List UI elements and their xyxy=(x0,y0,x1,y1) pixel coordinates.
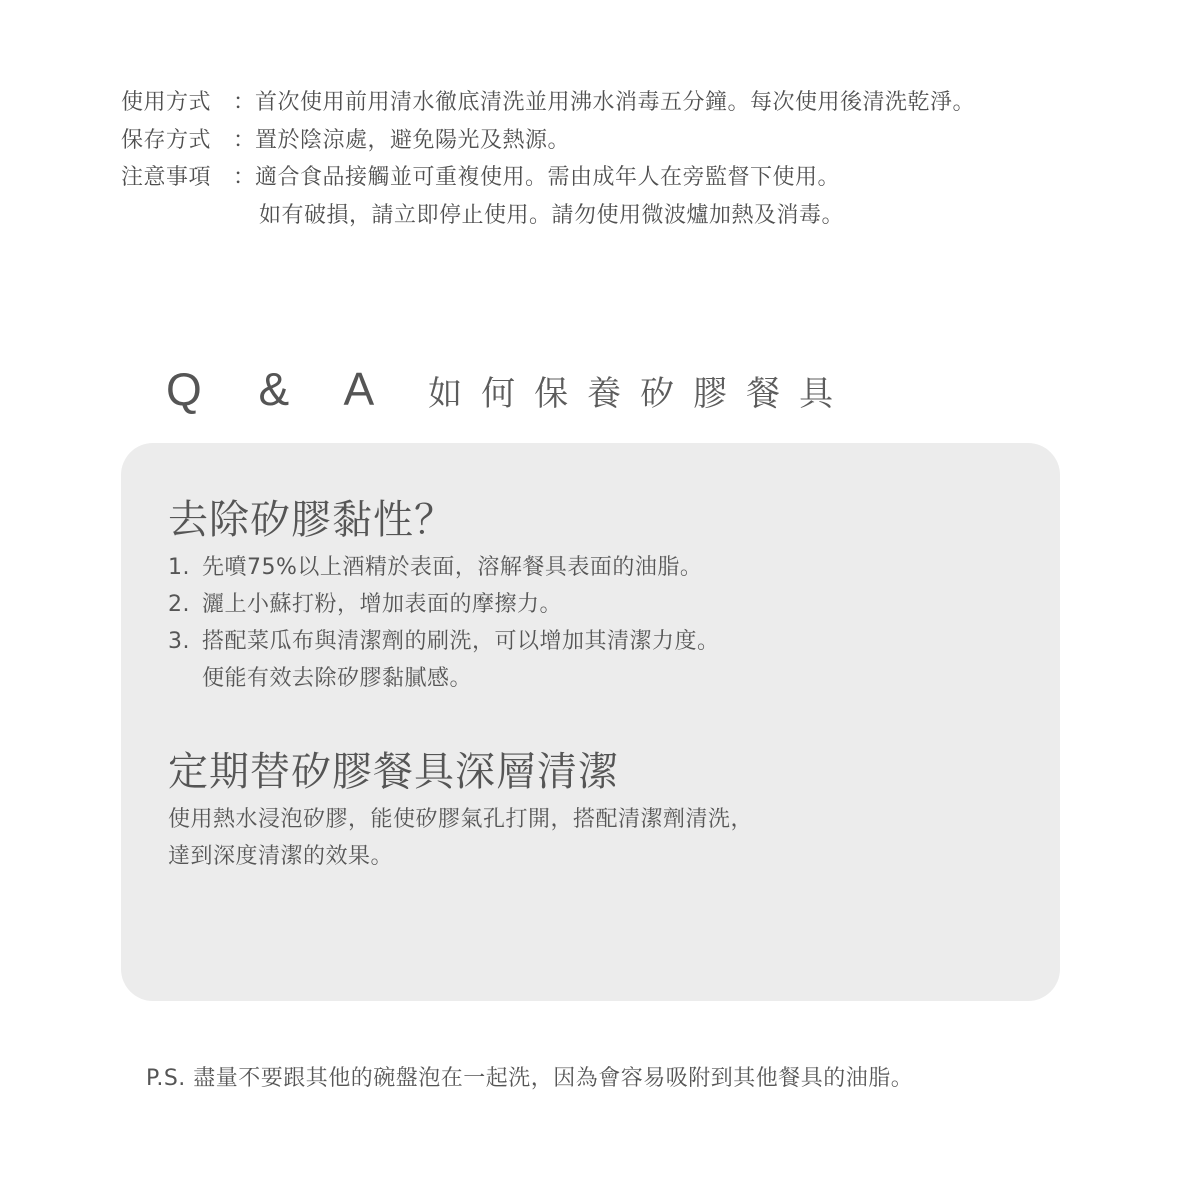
qa-subtitle: 如何保養矽膠餐具 xyxy=(428,374,853,414)
list-item xyxy=(168,623,720,660)
section-paragraph xyxy=(168,801,753,875)
steps-list xyxy=(168,549,720,697)
usage-text: 適合食品接觸並可重複使用。需由成年人在旁監督下使用。 xyxy=(255,165,841,190)
list-item xyxy=(168,586,720,623)
list-continuation: 便能有效去除矽膠黏膩感。 xyxy=(202,666,473,691)
usage-text: 首次使用前用清水徹底清洗並用沸水消毒五分鐘。每次使用後清洗乾淨。 xyxy=(255,90,976,115)
usage-colon: ： xyxy=(233,165,256,190)
usage-text: 置於陰涼處，避免陽光及熱源。 xyxy=(255,127,571,153)
ps-note: P.S. 盡量不要跟其他的碗盤泡在一起洗，因為會容易吸附到其他餐具的油脂。 xyxy=(146,1066,914,1091)
section-remove-stickiness xyxy=(168,493,720,697)
qa-card xyxy=(121,443,1060,1001)
usage-text: 如有破損，請立即停止使用。請勿使用微波爐加熱及消毒。 xyxy=(259,202,845,228)
usage-caution-continuation xyxy=(121,197,975,235)
qa-letters: Q & A xyxy=(166,363,397,415)
usage-row-caution xyxy=(121,159,975,197)
section-deep-clean xyxy=(168,745,753,875)
usage-colon: ： xyxy=(233,127,256,153)
section-heading: 去除矽膠黏性？ xyxy=(168,497,455,543)
usage-label: 使用方式 xyxy=(121,90,212,115)
list-number: 1. xyxy=(168,555,190,580)
usage-label: 注意事項 xyxy=(121,165,212,190)
usage-row-method xyxy=(121,84,975,122)
paragraph-line: 達到深度清潔的效果。 xyxy=(168,844,394,869)
section-heading: 定期替矽膠餐具深層清潔 xyxy=(168,749,619,795)
usage-info xyxy=(121,84,975,234)
usage-row-storage xyxy=(121,122,975,160)
list-number: 3. xyxy=(168,629,190,654)
list-text: 灑上小蘇打粉，增加表面的摩擦力。 xyxy=(202,592,563,617)
usage-colon: ： xyxy=(233,90,256,115)
list-item xyxy=(168,549,720,586)
usage-label: 保存方式 xyxy=(121,127,212,153)
list-number: 2. xyxy=(168,592,190,617)
paragraph-line: 使用熱水浸泡矽膠，能使矽膠氣孔打開，搭配清潔劑清洗， xyxy=(168,807,754,832)
qa-section-title xyxy=(166,362,852,416)
list-text: 先噴75%以上酒精於表面，溶解餐具表面的油脂。 xyxy=(202,555,703,580)
list-text: 搭配菜瓜布與清潔劑的刷洗，可以增加其清潔力度。 xyxy=(202,629,720,654)
